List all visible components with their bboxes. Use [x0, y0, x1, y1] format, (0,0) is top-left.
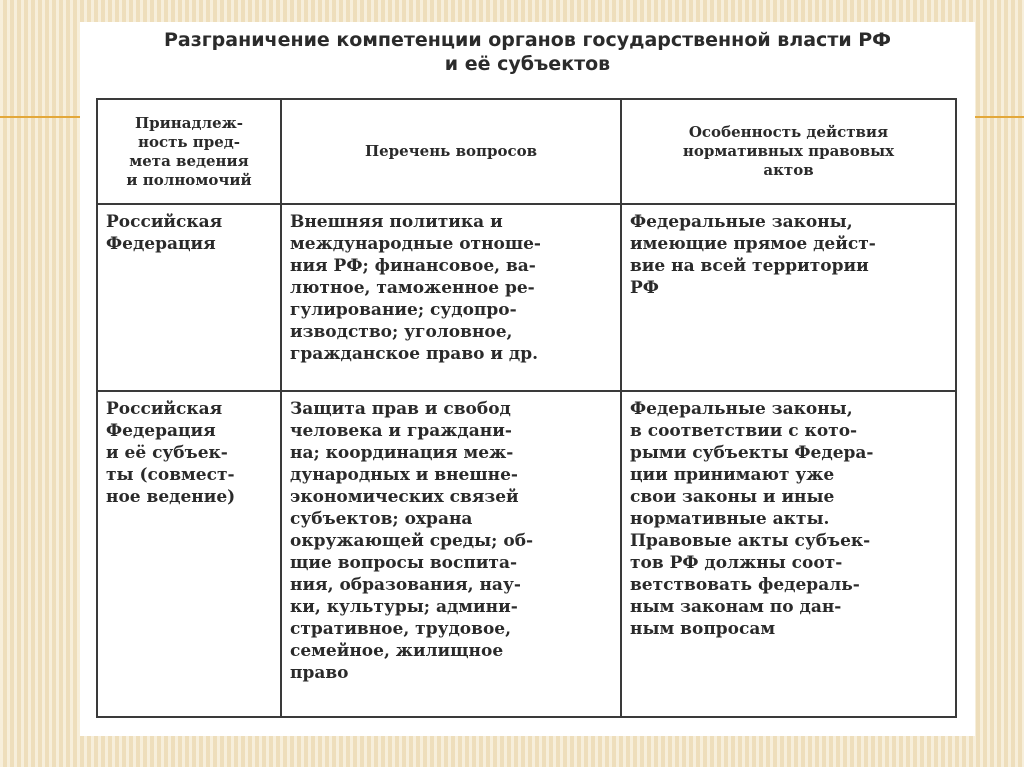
competence-table: [96, 98, 957, 718]
table-row: [97, 391, 956, 717]
title-line-2: и её субъектов: [444, 53, 611, 75]
table-cell-subject: Российская Федерация и её субъек- ты (совмест- ное ведение): [97, 391, 281, 717]
header-normative-acts: Особенность действия нормативных правовых актов: [621, 99, 956, 204]
table-row: [97, 204, 956, 391]
header-list-of-questions: Перечень вопросов: [281, 99, 621, 204]
table-cell-questions: Внешняя политика и международные отноше- ния РФ; финансовое, ва- лютное, таможенное ре- гулирование; судопро- изводство; уголовное, гражданское право и др.: [281, 204, 621, 391]
table-cell-subject: Российская Федерация: [97, 204, 281, 391]
accent-line-left: [0, 116, 80, 118]
table-cell-acts: Федеральные законы, имеющие прямое дейст- вие на всей территории РФ: [621, 204, 956, 391]
page-title: [80, 28, 975, 76]
header-subject-ownership: Принадлеж- ность пред- мета ведения и полномочий: [97, 99, 281, 204]
table-cell-questions: Защита прав и свобод человека и граждани- на; координация меж- дународных и внешне- экономических связей субъектов; охрана окружающей среды; об- щие вопросы воспита- ния, образования, нау- ки, культуры; админи- стративное, трудовое, семейное, жилищное право: [281, 391, 621, 717]
table-header-row: [97, 99, 956, 204]
slide-content: [80, 22, 975, 736]
title-line-1: Разграничение компетенции органов государственной власти РФ: [163, 29, 892, 51]
table-cell-acts: Федеральные законы, в соответствии с кото- рыми субъекты Федера- ции принимают уже свои законы и иные нормативные акты. Правовые акты субъек- тов РФ должны соот- ветствовать федераль- ным законам по дан- ным вопросам: [621, 391, 956, 717]
accent-line-right: [975, 116, 1024, 118]
